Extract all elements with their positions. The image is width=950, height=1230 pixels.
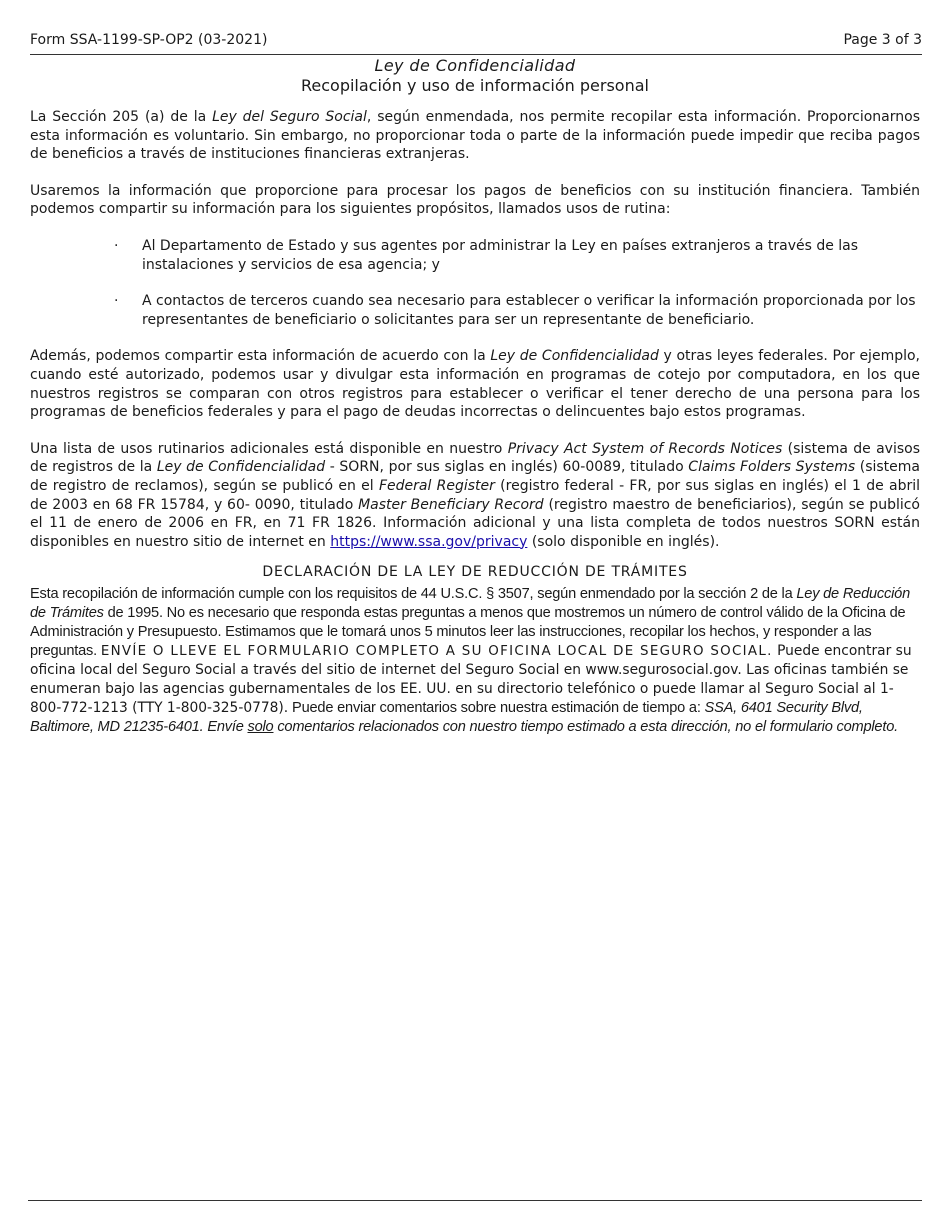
paragraph-pra: Esta recopilación de información cumple con los requisitos de 44 U.S.C. § 3507, según enmendado por la sección 2 de la Ley de Reducción de Trámites de 1995. No es necesario que responda estas preguntas a menos que mostremos un número de control válido de la Oficina de Administración y Presupuesto. Estimamos que le tomará unos 5 minutos leer las instrucciones, recopilar los hechos, y responder a las preguntas. ENVÍE O LLEVE EL FORMULARIO COMPLETO A SU OFICINA LOCAL DE SEGURO SOCIAL. Puede encontrar su oficina local del Seguro Social a través del sitio de internet del Seguro Social en www.segurosocial.gov. Las oficinas también se enumeran bajo las agencias gubernamentales de los EE. UU. en su directorio telefónico o puede llamar al Seguro Social al 1-800-772-1213 (TTY 1-800-325-0778). Puede enviar comentarios sobre nuestra estimación de tiempo a: SSA, 6401 Security Blvd, Baltimore, MD 21235-6401. Envíe solo comentarios relacionados con nuestro tiempo estimado a esta dirección, no el formulario completo.: [30, 586, 912, 735]
page-header: [30, 30, 922, 55]
privacy-link[interactable]: https://www.ssa.gov/privacy: [330, 533, 528, 550]
footer-divider: [28, 1200, 922, 1201]
paragraph-authority: La Sección 205 (a) de la Ley del Seguro Social, según enmendada, nos permite recopilar esta información. Proporcionarnos esta información es voluntario. Sin embargo, no proporcionar toda o parte de la información puede impedir que reciba pagos de beneficios a través de instituciones financieras extranjeras.: [30, 109, 920, 163]
paragraph-use: Usaremos la información que proporcione para procesar los pagos de beneficios con su institución financiera. También podemos compartir su información para los siguientes propósitos, llamados usos de rutina:: [30, 182, 920, 218]
page-title: Ley de Confidencialidad: [374, 56, 576, 75]
form-id: Form SSA-1199-SP-OP2 (03-2021): [30, 32, 268, 48]
list-item: · A contactos de terceros cuando sea necesario para establecer o verificar la información proporcionada por los representantes de beneficiario o solicitantes para ser un representante de beneficiario.: [114, 293, 916, 328]
list-item: · Al Departamento de Estado y sus agentes por administrar la Ley en países extranjeros a través de las instalaciones y servicios de esa agencia; y: [114, 237, 859, 273]
paragraph-sorn: Una lista de usos rutinarios adicionales está disponible en nuestro Privacy Act System of Records Notices (sistema de avisos de registros de la Ley de Confidencialidad - SORN, por sus siglas en inglés) 60-0089, titulado Claims Folders Systems (sistema de registro de reclamos), según se publicó en el Federal Register (registro federal - FR, por sus siglas en inglés) el 1 de abril de 2003 en 68 FR 15784, y 60- 0090, titulado Master Beneficiary Record (registro maestro de beneficiarios), según se publicó el 11 de enero de 2006 en FR, en 71 FR 1826. Información adicional y una lista completa de todos nuestros SORN están disponibles en nuestro sitio de internet en https://www.ssa.gov/privacy (solo disponible en inglés).: [30, 440, 920, 550]
page-number: Page 3 of 3: [843, 32, 922, 48]
document-body: [30, 56, 920, 737]
paragraph-sharing: Además, podemos compartir esta información de acuerdo con la Ley de Confidencialidad y otras leyes federales. Por ejemplo, cuando esté autorizado, podemos usar y divulgar esta información en programas de cotejo por computadora, en los que nuestros registros se comparan con otros registros para establecer o verificar el tener derecho de una persona para los programas de beneficios federales y para el pago de deudas incorrectas o delincuentes bajo estos programas.: [30, 348, 920, 421]
page-subtitle: Recopilación y uso de información personal: [301, 76, 649, 95]
routine-uses-list: [30, 237, 920, 329]
bullet-icon: ·: [114, 293, 119, 310]
bullet-icon: ·: [114, 237, 119, 254]
pra-heading: DECLARACIÓN DE LA LEY DE REDUCCIÓN DE TRÁMITES: [262, 564, 688, 581]
